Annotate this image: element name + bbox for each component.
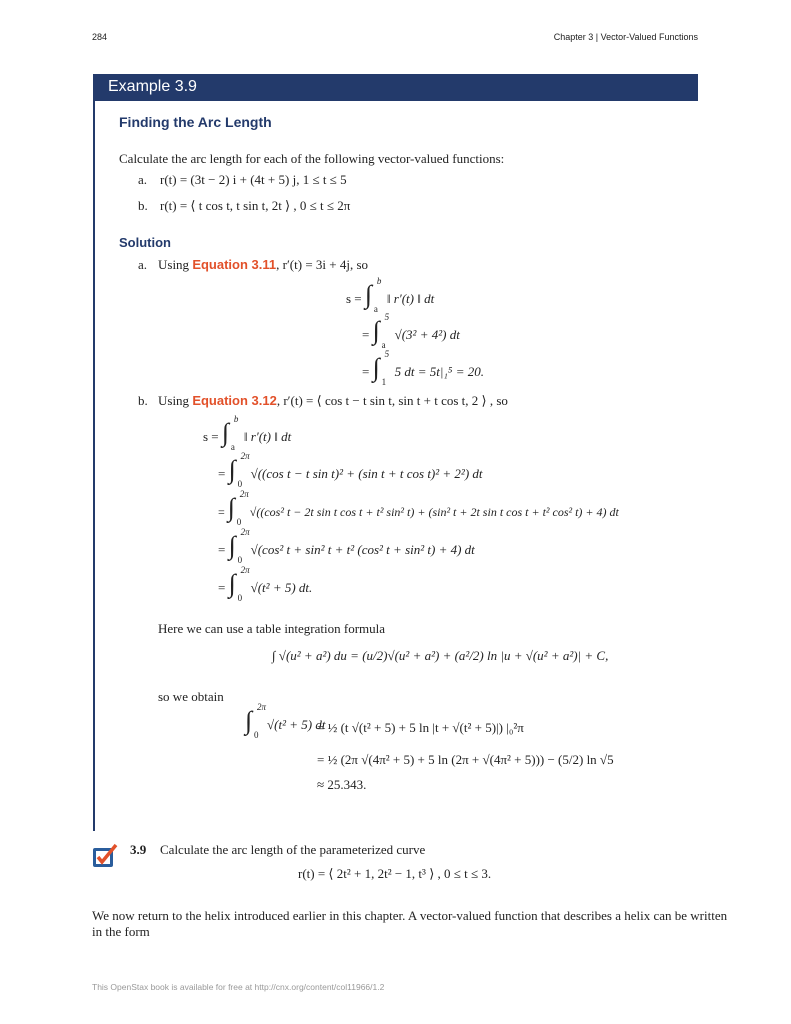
upper-limit: 2π (240, 451, 250, 461)
eq-prefix: s = (346, 290, 362, 306)
lower-limit: 0 (236, 517, 242, 527)
paragraph-line: We now return to the helix introduced earlier in this chapter. A vector-valued function that describes a helix can be written (92, 908, 728, 923)
using-text: Using (158, 257, 190, 272)
eq-body: √(3² + 4²) dt (394, 326, 460, 342)
table-formula: ∫ √(u² + a²) du = (u/2)√(u² + a²) + (a²/2) ln |u + √(u² + a²)| + C, (272, 648, 609, 663)
eq-line (218, 451, 483, 489)
part-b-label: b. (138, 393, 148, 408)
eq-body: √(cos² t + sin² t + t² (cos² t + sin² t) + 4) dt (250, 541, 475, 557)
upper-limit: 5 (384, 349, 390, 359)
upper-limit: 5 (384, 312, 390, 322)
integral-icon: ∫ 2π 0 (245, 702, 267, 740)
eq-prefix: = (218, 579, 226, 595)
eq-body: √(t² + 5) dt (267, 716, 326, 732)
integral-icon: ∫ 2π 0 (228, 527, 250, 565)
final-line: = ½ (t √(t² + 5) + 5 ln |t + √(t² + 5)|) |₀²π (317, 720, 524, 735)
exercise-text: Calculate the arc length of the parameterized curve (160, 842, 426, 857)
eq-prefix: = (362, 363, 370, 379)
upper-limit: 2π (240, 565, 250, 575)
obtain-text: so we obtain (158, 689, 224, 704)
footer-text: This OpenStax book is available for free at http://cnx.org/content/col11966/1.2 (92, 982, 385, 992)
lower-limit: a (373, 304, 378, 314)
lower-limit: 0 (254, 730, 259, 740)
eq-prefix: s = (203, 428, 219, 444)
paragraph-line: in the form (92, 924, 150, 939)
eq-prefix: = (218, 465, 226, 481)
eq-line (362, 349, 484, 387)
equation-link[interactable]: Equation 3.11 (192, 257, 277, 272)
eq-body: 5 dt = 5t|₁⁵ = 20. (394, 363, 484, 379)
integral-icon: ∫ 5 1 (372, 349, 390, 387)
upper-limit: 2π (240, 527, 250, 537)
eq-body: ‖ r′(t) ‖ dt (386, 290, 435, 306)
eq-line (218, 489, 619, 527)
eq-body: ‖ r′(t) ‖ dt (243, 428, 292, 444)
checkpoint-icon (92, 843, 116, 867)
item-a-formula: r(t) = (3t − 2) i + (4t + 5) j, 1 ≤ t ≤ 5 (160, 172, 347, 187)
final-result: ≈ 25.343. (317, 777, 367, 792)
integral-icon: ∫ 2π 0 (228, 451, 250, 489)
eq-body: √(t² + 5) dt. (250, 579, 313, 595)
lower-limit: 0 (237, 555, 243, 565)
eq-line (203, 414, 292, 452)
integral-icon: ∫ 5 a (372, 312, 390, 350)
item-a-label: a. (138, 172, 148, 187)
lower-limit: 0 (237, 479, 243, 489)
example-label: Example 3.9 (108, 78, 197, 95)
exercise-formula: r(t) = ⟨ 2t² + 1, 2t² − 1, t³ ⟩ , 0 ≤ t ≤ 3. (298, 866, 492, 881)
part-a-text (158, 257, 368, 273)
lower-limit: 1 (381, 377, 387, 387)
part-a-label: a. (138, 257, 148, 272)
integral-icon: ∫ 2π 0 (228, 565, 250, 603)
derivative: , r′(t) = 3i + 4j, so (276, 257, 369, 272)
integral-icon: ∫ b a (364, 276, 382, 314)
solution-heading: Solution (119, 235, 171, 250)
example-intro: Calculate the arc length for each of the following vector-valued functions: (119, 151, 505, 166)
lower-limit: 0 (237, 593, 243, 603)
integral-icon: ∫ 2π 0 (227, 489, 249, 527)
eq-prefix: = (218, 541, 226, 557)
page-number: 284 (92, 32, 108, 42)
eq-line (362, 312, 460, 350)
example-title: Finding the Arc Length (119, 114, 272, 130)
lower-limit: a (230, 442, 235, 452)
eq-body: √((cos t − t sin t)² + (sin t + t cos t)² + 2²) dt (250, 465, 483, 481)
eq-body: √((cos² t − 2t sin t cos t + t² sin² t) + (sin² t + 2t sin t cos t + t² cos² t) + 4) dt (249, 504, 619, 519)
integral-icon: ∫ b a (221, 414, 239, 452)
item-b-label: b. (138, 198, 148, 213)
eq-prefix: = (218, 504, 225, 519)
upper-limit: b (376, 276, 382, 286)
final-lhs (245, 702, 326, 740)
eq-prefix: = (362, 326, 370, 342)
exercise-number: 3.9 (130, 842, 147, 857)
upper-limit: b (233, 414, 239, 424)
eq-line (218, 527, 475, 565)
example-border (93, 101, 95, 831)
equation-link[interactable]: Equation 3.12 (192, 393, 277, 408)
using-text: Using (158, 393, 190, 408)
part-b-text (158, 393, 508, 409)
lower-limit: a (381, 340, 386, 350)
chapter-title: Chapter 3 | Vector-Valued Functions (553, 32, 698, 42)
upper-limit: 2π (239, 489, 249, 499)
table-text: Here we can use a table integration formula (158, 621, 386, 636)
item-b-formula: r(t) = ⟨ t cos t, t sin t, 2t ⟩ , 0 ≤ t ≤ 2π (160, 198, 351, 213)
final-line: = ½ (2π √(4π² + 5) + 5 ln (2π + √(4π² + 5))) − (5/2) ln √5 (317, 752, 614, 767)
example-banner (93, 74, 698, 101)
upper-limit: 2π (257, 702, 267, 712)
eq-line (346, 276, 435, 314)
eq-line (218, 565, 313, 603)
derivative: , r′(t) = ⟨ cos t − t sin t, sin t + t cos t, 2 ⟩ , so (276, 393, 508, 408)
